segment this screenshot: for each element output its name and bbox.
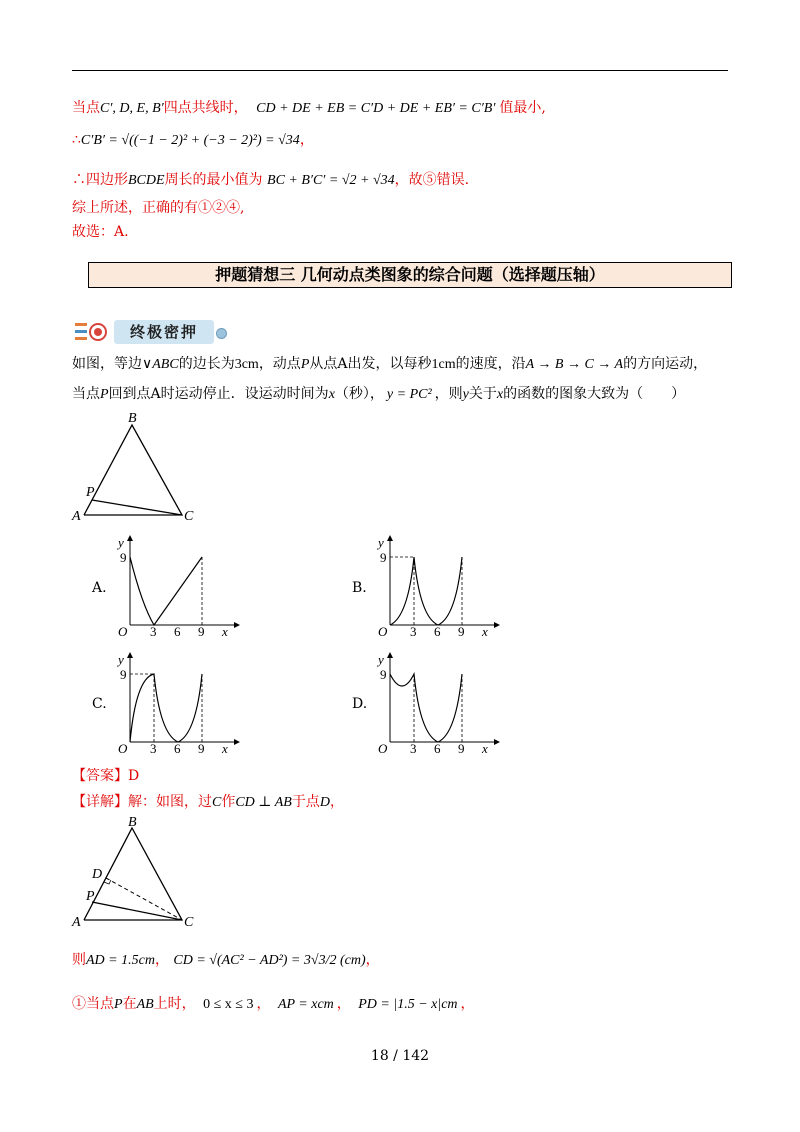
svg-text:9: 9: [120, 550, 127, 565]
svg-text:B: B: [128, 815, 137, 830]
badge-dot: [216, 328, 227, 339]
svg-text:O: O: [118, 741, 128, 756]
svg-text:9: 9: [380, 667, 387, 682]
graph-option-b[interactable]: [372, 535, 502, 640]
svg-text:y: y: [118, 535, 124, 550]
svg-text:D: D: [92, 867, 103, 882]
option-b-label: B.: [352, 580, 367, 596]
section-banner: 押题猜想三 几何动点类图象的综合问题（选择题压轴）: [88, 262, 732, 288]
svg-text:3: 3: [150, 741, 157, 756]
svg-text:9: 9: [458, 741, 465, 756]
triangle-figure-2: [64, 814, 204, 932]
svg-text:y: y: [118, 652, 124, 667]
svg-text:6: 6: [434, 624, 441, 639]
label-b: B: [128, 411, 137, 426]
svg-text:3: 3: [410, 624, 417, 639]
prev-line-3: ∴四边形BCDE周长的最小值为 BC + B′C′ = √2 + √34，故⑤错误.: [72, 172, 470, 188]
prev-line-5: 故选：A.: [72, 224, 129, 240]
target-icon: [74, 322, 108, 342]
svg-text:3: 3: [150, 624, 157, 639]
svg-text:O: O: [378, 624, 388, 639]
prev-line-1: 当点C′, D, E, B′四点共线时， CD + DE + EB = C′D + DE + EB′ = C′B′ 值最小,: [72, 100, 546, 116]
prev-line-2: ∴C′B′ = √((−1 − 2)² + (−3 − 2)²) = √34，: [72, 132, 314, 148]
graph-option-d[interactable]: [372, 652, 502, 757]
svg-text:9: 9: [198, 624, 205, 639]
case1-line: ①当点P在AB上时， 0 ≤ x ≤ 3 ， AP = xcm ， PD = |1.5 − x|cm ，: [72, 996, 475, 1012]
then-line: 则AD = 1.5cm， CD = √(AC² − AD²) = 3√3/2 (cm)，: [72, 952, 380, 968]
svg-text:y: y: [378, 535, 384, 550]
svg-text:9: 9: [380, 550, 387, 565]
svg-text:O: O: [118, 624, 128, 639]
svg-text:P: P: [86, 889, 95, 904]
segment-pc: [92, 500, 182, 515]
option-c-label: C.: [92, 696, 107, 712]
answer-line: 【答案】D: [72, 768, 140, 784]
svg-text:9: 9: [458, 624, 465, 639]
page-number: 18 / 142: [370, 1048, 430, 1064]
svg-text:x: x: [222, 741, 228, 756]
label-a: A: [72, 509, 81, 524]
option-d-label: D.: [352, 696, 368, 712]
label-c: C: [184, 509, 194, 524]
svg-text:6: 6: [174, 741, 181, 756]
graph-option-c[interactable]: [112, 652, 242, 757]
question-line-2: 当点P回到点A时运动停止．设运动时间为x（秒）， y = PC² ，则y关于x的函数的图象大致为（ ）: [72, 386, 686, 402]
option-a-label: A.: [92, 580, 107, 596]
explain-line: 【详解】解：如图，过C作CD ⊥ AB于点D，: [72, 794, 344, 810]
svg-text:O: O: [378, 741, 388, 756]
svg-text:y: y: [378, 652, 384, 667]
svg-text:9: 9: [198, 741, 205, 756]
final-prediction-badge: [74, 320, 222, 344]
triangle-figure-1: [64, 410, 204, 525]
prev-line-4: 综上所述，正确的有①②④,: [72, 200, 245, 216]
svg-text:6: 6: [434, 741, 441, 756]
svg-text:3: 3: [410, 741, 417, 756]
svg-text:A: A: [72, 915, 81, 930]
badge-label: 终极密押: [114, 320, 214, 344]
svg-text:x: x: [482, 741, 488, 756]
svg-text:6: 6: [174, 624, 181, 639]
svg-text:9: 9: [120, 667, 127, 682]
svg-text:x: x: [482, 624, 488, 639]
label-p: P: [86, 485, 95, 500]
graph-option-a[interactable]: [112, 535, 242, 640]
header-rule: [72, 70, 728, 71]
svg-text:C: C: [184, 915, 194, 930]
svg-text:x: x: [222, 624, 228, 639]
question-line-1: 如图，等边∨ABC的边长为3cm，动点P从点A出发，以每秒1cm的速度，沿A → B → C → A的方向运动，: [72, 356, 708, 372]
